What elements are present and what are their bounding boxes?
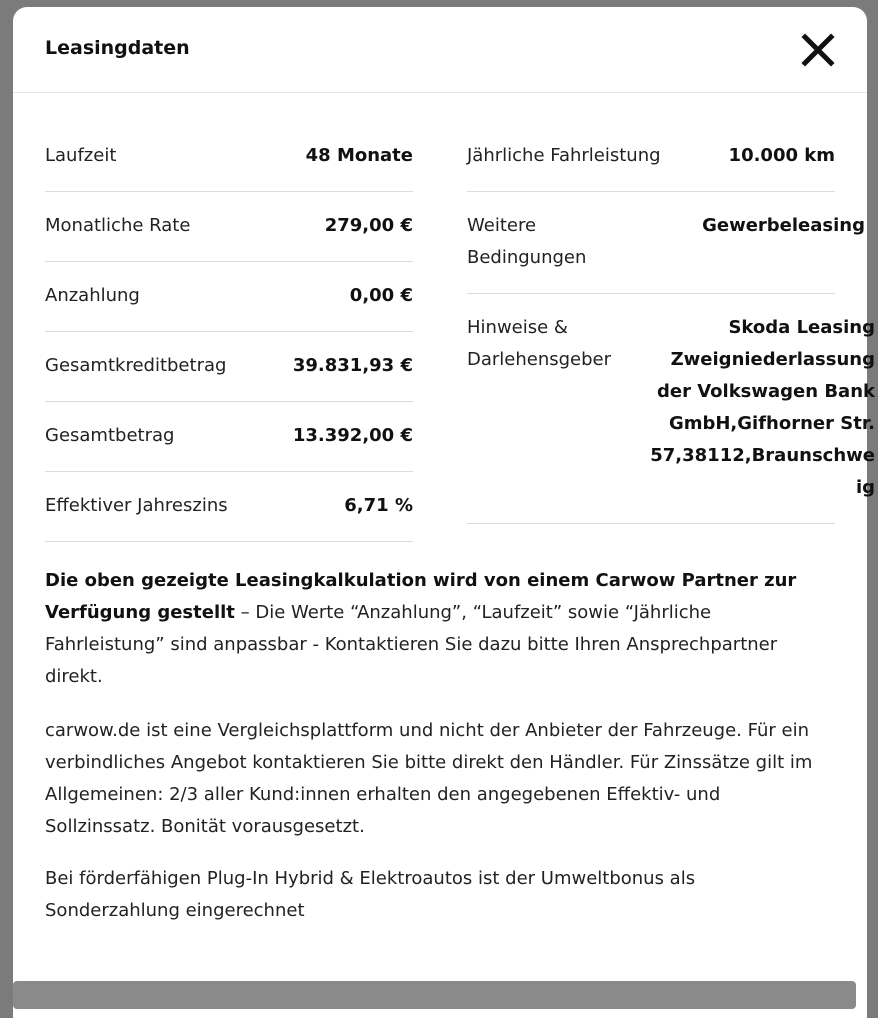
detail-value: 13.392,00 € [292,425,413,446]
detail-value: 48 Monate [305,145,413,166]
detail-value: 0,00 € [349,285,413,306]
partner-info-text: – Die Werte “Anzahlung”, “Laufzeit” sowie “Jährliche Fahrleistung” sind anpassbar - Kontaktieren Sie dazu bitte Ihren Ansprechpartner direkt. [45,602,778,687]
detail-value: 39.831,93 € [292,355,413,376]
detail-label: Gesamtbetrag [45,425,175,446]
detail-label: Weitere Bedingungen [467,215,587,268]
detail-value: 6,71 % [344,495,413,516]
detail-label: Gesamtkreditbetrag [45,355,227,376]
detail-row-monatliche-rate [45,192,413,262]
partner-info-bold: Die oben gezeigte Leasingkalkulation wird von einem Carwow Partner zur Verfügung gestellt [45,570,797,623]
detail-row-effektiver-jahreszins [45,472,413,542]
umweltbonus-paragraph: Bei förderfähigen Plug-In Hybrid & Elektroautos ist der Umweltbonus als Sonderzahlung eingerechnet [45,868,696,921]
partner-info-paragraph [45,565,835,693]
detail-label: Monatliche Rate [45,215,191,236]
detail-value: 279,00 € [324,215,413,236]
detail-label: Anzahlung [45,285,140,306]
leasing-details-left [45,125,413,542]
detail-row-jaehrliche-fahrleistung [467,125,835,192]
modal-header [13,7,867,93]
detail-value: Gewerbeleasing [702,215,865,236]
modal-title: Leasingdaten [45,37,190,59]
modal-bottom-bar [13,981,856,1009]
detail-label: Effektiver Jahreszins [45,495,228,516]
detail-row-weitere-bedingungen [467,192,865,294]
close-button[interactable] [799,31,837,69]
detail-label: Hinweise & Darlehensgeber [467,317,612,370]
leasing-details-right [467,125,875,524]
detail-row-laufzeit [45,125,413,192]
disclaimer-paragraph: carwow.de ist eine Vergleichsplattform und nicht der Anbieter der Fahrzeuge. Für ein verbindliches Angebot kontaktieren Sie bitte direkt den Händler. Für Zinssätze gilt im Allgemeinen: 2/3 aller Kund:innen erhalten den angegebenen Effektiv- und Sollzinssatz. Bonität vorausgesetzt. [45,720,813,837]
leasing-modal [13,7,875,1018]
detail-label: Laufzeit [45,145,117,166]
detail-value: 10.000 km [728,145,835,166]
detail-row-anzahlung [45,262,413,332]
detail-value: Skoda Leasing Zweigniederlassung der Volkswagen Bank GmbH,Gifhorner Str. 57,38112,Braunschweig [650,317,875,498]
close-icon [799,31,837,69]
detail-label: Jährliche Fahrleistung [467,145,661,166]
detail-row-gesamtbetrag [45,402,413,472]
detail-row-gesamtkreditbetrag [45,332,413,402]
detail-row-hinweise-darlehensgeber [467,294,875,524]
